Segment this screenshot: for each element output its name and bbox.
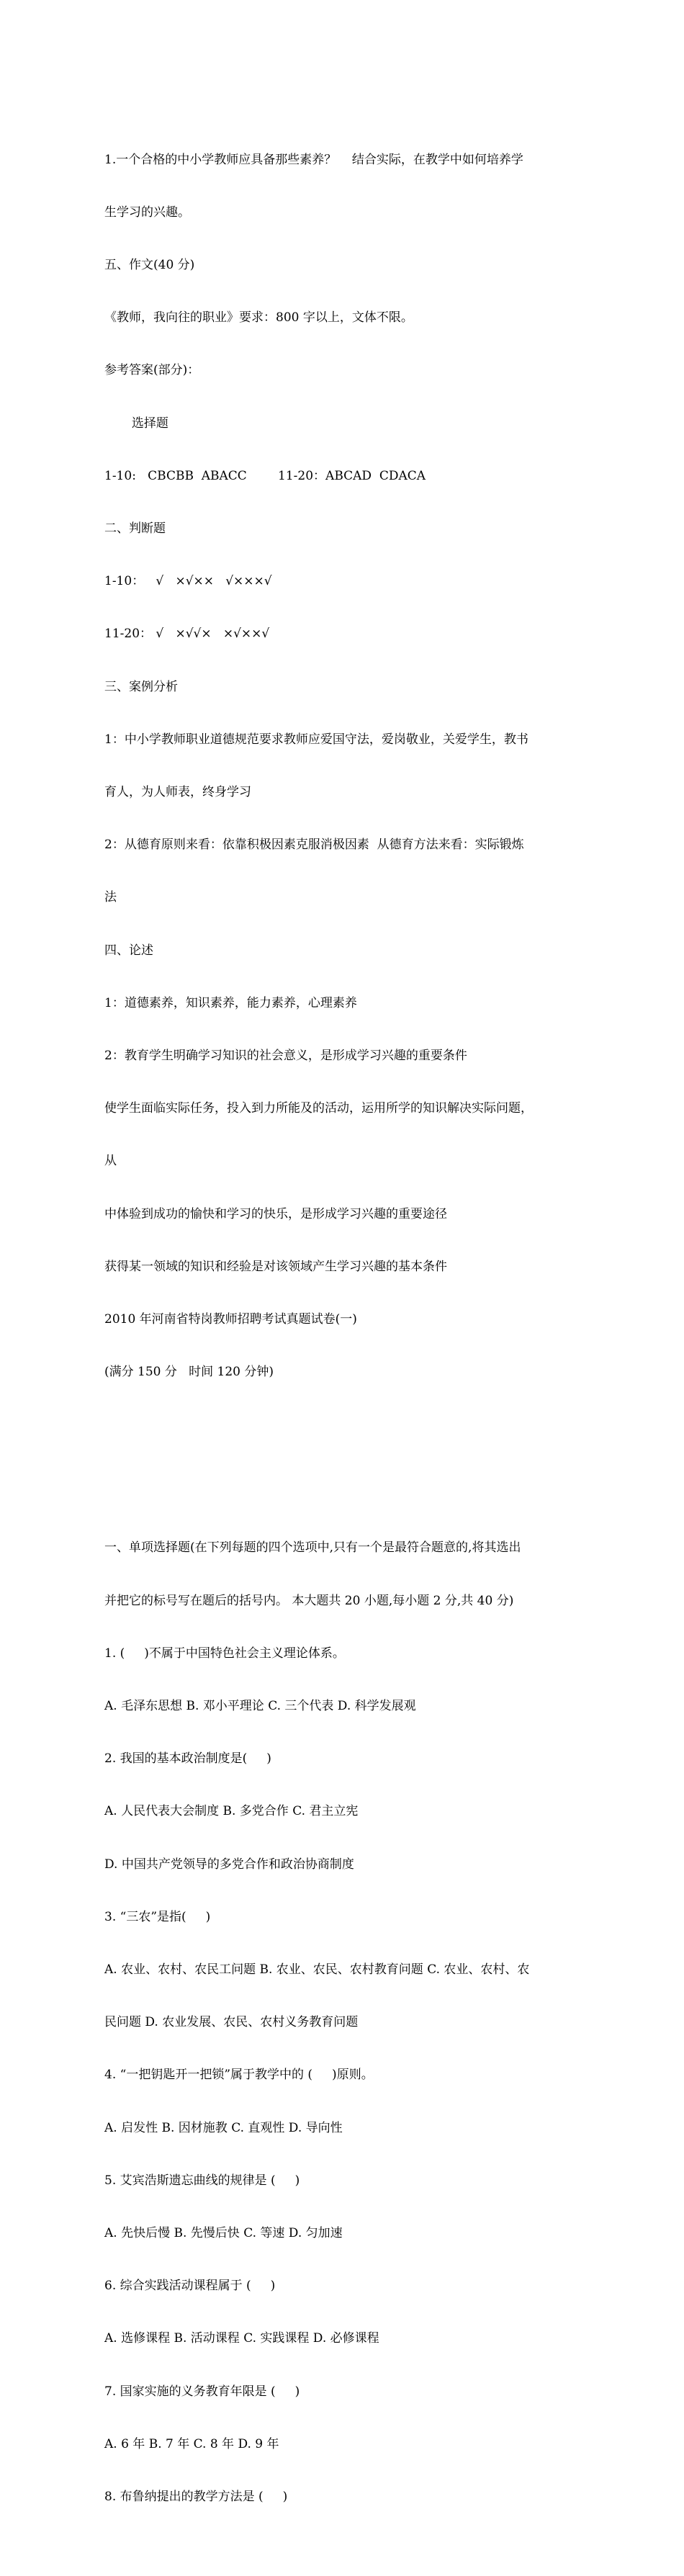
text-line: 《教师，我向往的职业》要求：800 字以上，文体不限。 <box>104 310 413 326</box>
text-line: 生学习的兴趣。 <box>104 205 190 220</box>
question-line: 2. 我国的基本政治制度是( ) <box>104 1751 271 1767</box>
options-line: A. 6 年 B. 7 年 C. 8 年 D. 9 年 <box>104 2436 279 2451</box>
text-line: 使学生面临实际任务，投入到力所能及的活动，运用所学的知识解决实际问题， <box>104 1101 533 1116</box>
section-instruction: 一、单项选择题(在下列每题的四个选项中,只有一个是最符合题意的,将其选出 <box>104 1540 521 1556</box>
question-line: 5. 艾宾浩斯遗忘曲线的规律是 ( ) <box>104 2173 300 2188</box>
question-line: 6. 综合实践活动课程属于 ( ) <box>104 2279 276 2294</box>
question-line: 8. 布鲁纳提出的教学方法是 ( ) <box>104 2489 288 2504</box>
answer-line: 1-10: CBCBB ABACC 11-20：ABCAD CDACA <box>104 468 426 483</box>
section-heading: 二、判断题 <box>104 521 166 537</box>
text-line: 从 <box>104 1154 117 1169</box>
document-body <box>104 81 587 2576</box>
section-heading: 五、作文(40 分) <box>104 258 195 273</box>
text-line: 获得某一领域的知识和经验是对该领域产生学习兴趣的基本条件 <box>104 1259 447 1274</box>
options-line: A. 启发性 B. 因材施教 C. 直观性 D. 导向性 <box>104 2120 343 2135</box>
text-line: 2：从德育原则来看：依靠积极因素克服消极因素 从德育方法来看：实际锻炼 <box>104 838 524 853</box>
question-line: 1. ( )不属于中国特色社会主义理论体系。 <box>104 1646 345 1661</box>
text-line: 1：中小学教师职业道德规范要求教师应爱国守法，爱岗敬业，关爱学生，教书 <box>104 732 528 747</box>
text-line: 2：教育学生明确学习知识的社会意义，是形成学习兴趣的重要条件 <box>104 1049 467 1064</box>
exam-title: 2010 年河南省特岗教师招聘考试真题试卷(一) <box>104 1312 357 1327</box>
answer-line: 1-10： √ ×√×× √×××√ <box>104 574 272 589</box>
section-heading: 四、论述 <box>104 943 153 958</box>
options-line: A. 先快后慢 B. 先慢后快 C. 等速 D. 匀加速 <box>104 2225 343 2240</box>
options-line: A. 毛泽东思想 B. 邓小平理论 C. 三个代表 D. 科学发展观 <box>104 1698 416 1713</box>
text-line: 法 <box>104 890 117 905</box>
text-line: 1：道德素养，知识素养，能力素养，心理素养 <box>104 995 357 1010</box>
question-line: 3. “三农”是指( ) <box>104 1909 211 1924</box>
options-line: 民问题 D. 农业发展、农民、农村义务教育问题 <box>104 2015 359 2030</box>
options-line: D. 中国共产党领导的多党合作和政治协商制度 <box>104 1857 354 1872</box>
text-line: 育人，为人师表，终身学习 <box>104 785 251 800</box>
question-line: 7. 国家实施的义务教育年限是 ( ) <box>104 2384 300 2399</box>
answer-section <box>104 116 587 1417</box>
options-line: A. 选修课程 B. 活动课程 C. 实践课程 D. 必修课程 <box>104 2331 379 2346</box>
options-line: A. 人民代表大会制度 B. 多党合作 C. 君主立宪 <box>104 1804 359 1819</box>
section-instruction: 并把它的标号写在题后的括号内。 本大题共 20 小题,每小题 2 分,共 40 分) <box>104 1593 514 1608</box>
options-line: A. 农业、农村、农民工问题 B. 农业、农民、农村教育问题 C. 农业、农村、农 <box>104 1962 530 1977</box>
text-line: 中体验到成功的愉快和学习的快乐，是形成学习兴趣的重要途径 <box>104 1206 447 1221</box>
question-line: 4. “一把钥匙开一把锁”属于教学中的 ( )原则。 <box>104 2068 374 2083</box>
exam-subtitle: (满分 150 分 时间 120 分钟) <box>104 1365 274 1380</box>
spacer <box>104 1451 587 1468</box>
question-section <box>104 1504 587 2541</box>
section-heading: 三、案例分析 <box>104 679 178 694</box>
text-line: 1.一个合格的中小学教师应具备那些素养？ 结合实际，在教学中如何培养学 <box>104 152 523 167</box>
section-heading: 选择题 <box>104 416 168 431</box>
answer-line: 11-20： √ ×√√× ×√××√ <box>104 627 270 642</box>
section-heading: 参考答案(部分)： <box>104 363 200 378</box>
